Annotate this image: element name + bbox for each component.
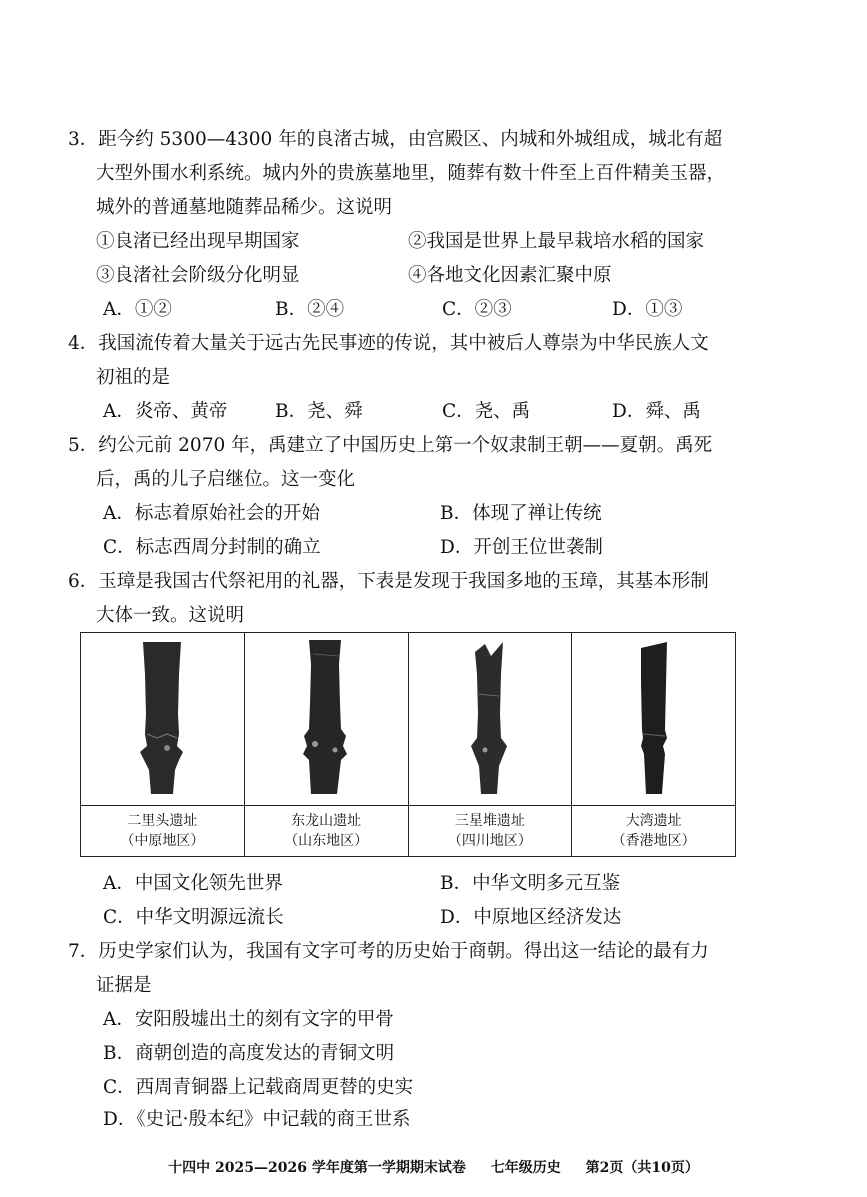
- q6-option-c: C．中华文明源远流长: [103, 907, 284, 928]
- footer-exam-title: 十四中 2025—2026 学年度第一学期期末试卷: [168, 1160, 466, 1176]
- site-region-sanxingdui: （四川地区）: [447, 833, 532, 849]
- q4-option-b: B．尧、舜: [275, 401, 363, 422]
- q3-stem-line-2: 大型外围水利系统。城内外的贵族墓地里，随葬有数十件至上百件精美玉器，: [96, 163, 726, 184]
- q6-stem-line-2: 大体一致。这说明: [96, 605, 245, 626]
- jade-zhang-donglongshan-image: [291, 634, 361, 800]
- q6-option-a: A．中国文化领先世界: [103, 873, 283, 894]
- q3-option-b: B．②④: [275, 299, 345, 320]
- q5-option-c: C．标志西周分封制的确立: [103, 537, 321, 558]
- q6-option-b: B．中华文明多元互鉴: [440, 873, 621, 894]
- jade-zhang-table: [80, 632, 736, 857]
- q3-item-2: ②我国是世界上最早栽培水稻的国家: [408, 231, 705, 252]
- table-cell-caption-1: [81, 806, 245, 857]
- table-cell-caption-3: [408, 806, 572, 857]
- site-name-donglongshan: 东龙山遗址: [291, 813, 362, 829]
- table-cell-caption-2: [244, 806, 408, 857]
- q7-option-c: C．西周青铜器上记载商周更替的史实: [103, 1077, 414, 1098]
- site-name-dawan: 大湾遗址: [625, 813, 682, 829]
- q3-item-4: ④各地文化因素汇聚中原: [408, 265, 612, 286]
- q7-option-b: B．商朝创造的高度发达的青铜文明: [103, 1043, 395, 1064]
- q7-option-d: D．《史记·殷本纪》中记载的商王世系: [103, 1109, 411, 1130]
- q6-option-d: D．中原地区经济发达: [440, 907, 622, 928]
- q3-option-a: A．①②: [103, 299, 172, 320]
- q3-item-1: ①良渚已经出现早期国家: [96, 231, 300, 252]
- site-region-donglongshan: （山东地区）: [284, 833, 369, 849]
- q4-option-d: D．舜、禹: [612, 401, 701, 422]
- q5-option-b: B．体现了禅让传统: [440, 503, 602, 524]
- q3-stem-line-3: 城外的普通墓地随葬品稀少。这说明: [96, 197, 393, 218]
- jade-zhang-erlitou-image: [127, 634, 197, 800]
- q7-stem-line-2: 证据是: [96, 975, 152, 996]
- q4-stem-line-2: 初祖的是: [96, 367, 171, 388]
- q6-stem-line-1: 6．玉璋是我国古代祭祀用的礼器，下表是发现于我国多地的玉璋，其基本形制: [68, 571, 709, 592]
- q5-stem-line-2: 后，禹的儿子启继位。这一变化: [96, 469, 356, 490]
- q4-stem-line-1: 4．我国流传着大量关于远古先民事迹的传说，其中被后人尊崇为中华民族人文: [68, 333, 709, 354]
- q5-option-a: A．标志着原始社会的开始: [103, 503, 320, 524]
- site-name-sanxingdui: 三星堆遗址: [454, 813, 525, 829]
- page-footer: [0, 1158, 867, 1178]
- table-cell-image-4: [572, 633, 736, 806]
- q5-stem-line-1: 5．约公元前 2070 年，禹建立了中国历史上第一个奴隶制王朝——夏朝。禹死: [68, 435, 713, 456]
- table-caption-row: [81, 806, 736, 857]
- table-cell-image-2: [244, 633, 408, 806]
- jade-zhang-dawan-image: [619, 634, 689, 800]
- table-cell-image-1: [81, 633, 245, 806]
- table-cell-image-3: [408, 633, 572, 806]
- site-name-erlitou: 二里头遗址: [127, 813, 198, 829]
- q4-option-a: A．炎帝、黄帝: [103, 401, 228, 422]
- site-region-erlitou: （中原地区）: [120, 833, 205, 849]
- q3-option-d: D．①③: [612, 299, 683, 320]
- q5-option-d: D．开创王位世袭制: [440, 537, 603, 558]
- q3-option-c: C．②③: [442, 299, 512, 320]
- q7-stem-line-1: 7．历史学家们认为，我国有文字可考的历史始于商朝。得出这一结论的最有力: [68, 941, 709, 962]
- footer-subject: 七年级历史: [490, 1160, 561, 1176]
- jade-zhang-sanxingdui-image: [455, 634, 525, 800]
- footer-page-number: 第2页（共10页）: [585, 1160, 699, 1176]
- q3-stem-line-1: 3．距今约 5300—4300 年的良渚古城，由宫殿区、内城和外城组成，城北有超: [68, 129, 723, 150]
- table-image-row: [81, 633, 736, 806]
- q7-option-a: A．安阳殷墟出土的刻有文字的甲骨: [103, 1009, 394, 1030]
- table-cell-caption-4: [572, 806, 736, 857]
- q3-item-3: ③良渚社会阶级分化明显: [96, 265, 300, 286]
- site-region-dawan: （香港地区）: [611, 833, 696, 849]
- q4-option-c: C．尧、禹: [442, 401, 531, 422]
